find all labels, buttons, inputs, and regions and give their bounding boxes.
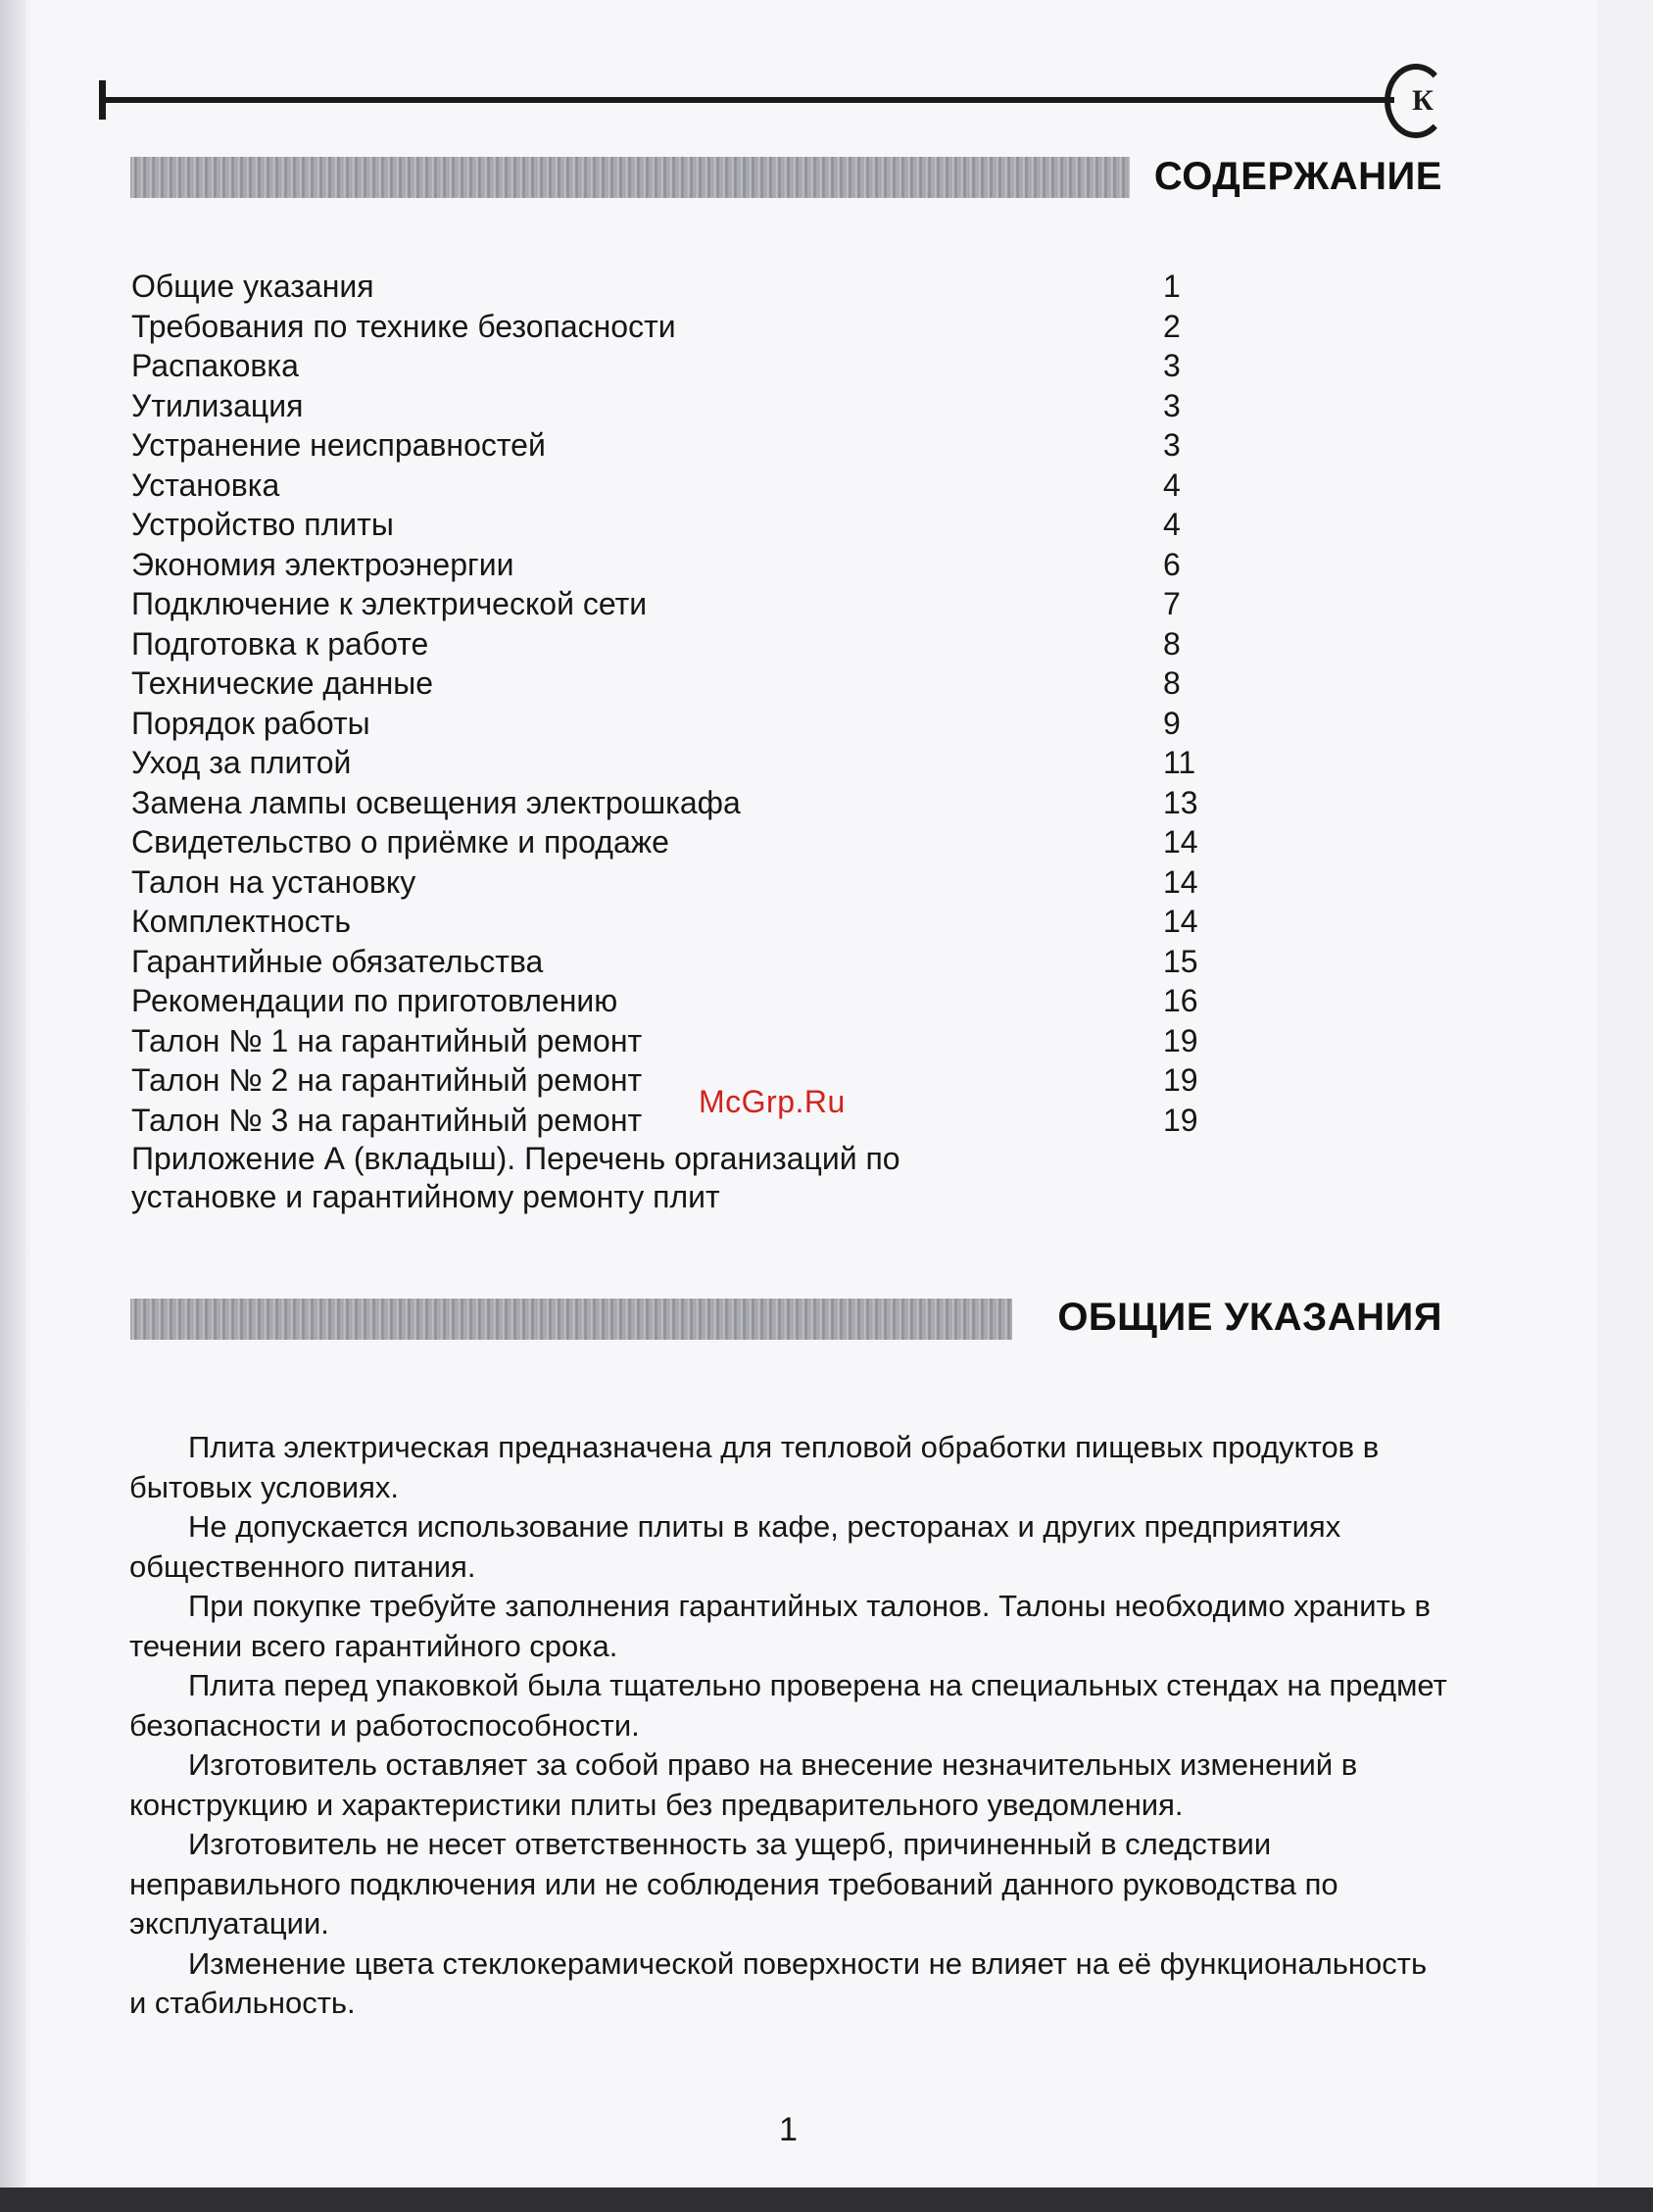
toc-item[interactable]: Требования по технике безопасности 2: [131, 308, 1181, 344]
toc-page-number: 19: [1163, 1102, 1198, 1138]
toc-page-number: 19: [1163, 1062, 1198, 1098]
toc-page-number: 3: [1163, 387, 1181, 423]
paragraph: Не допускается использование плиты в кафе, ресторанах и других предприятиях общественного питания.: [129, 1509, 1341, 1584]
toc-page-number: 4: [1163, 507, 1181, 542]
toc-item[interactable]: Распаковка 3: [131, 348, 1181, 383]
header-rule: [101, 97, 1394, 103]
toc-page-number: 8: [1163, 665, 1181, 701]
page-edge-shadow: [0, 0, 25, 2212]
toc-item[interactable]: Талон № 3 на гарантийный ремонт 19: [131, 1102, 1198, 1138]
toc-page-number: 16: [1163, 983, 1198, 1018]
toc-item[interactable]: Свидетельство о приёмке и продаже 14: [131, 824, 1198, 860]
brand-logo-icon: [1385, 64, 1447, 138]
toc-page-number: 3: [1163, 348, 1181, 383]
toc-page-number: 15: [1163, 943, 1198, 979]
toc-item[interactable]: Устройство плиты 4: [131, 507, 1181, 542]
toc-item[interactable]: Подключение к электрической сети 7: [131, 586, 1181, 621]
brand-logo-letter: К: [1412, 84, 1434, 117]
paragraph: Плита перед упаковкой была тщательно проверена на специальных стендах на предмет безопасности и работоспособности.: [129, 1668, 1447, 1743]
table-of-contents: [131, 267, 1198, 1218]
toc-page-number: 19: [1163, 1022, 1198, 1058]
toc-page-number: 2: [1163, 308, 1181, 344]
toc-page-number: 1: [1163, 269, 1181, 304]
toc-item[interactable]: Уход за плитой 11: [131, 745, 1196, 780]
site-watermark: McGrp.Ru: [699, 1084, 846, 1119]
toc-title-band: [130, 157, 1130, 198]
general-title-band: [130, 1299, 1012, 1340]
toc-page-number: 11: [1163, 745, 1196, 780]
toc-item[interactable]: Порядок работы 9: [131, 705, 1181, 741]
toc-item[interactable]: Устранение неисправностей 3: [131, 427, 1181, 463]
toc-appendix-item[interactable]: Приложение А (вкладыш). Перечень организаций по установке и гарантийному ремонту плит: [131, 1141, 900, 1214]
toc-page-number: 14: [1163, 904, 1198, 939]
toc-item[interactable]: Технические данные 8: [131, 665, 1181, 701]
toc-page-number: 8: [1163, 625, 1181, 662]
toc-page-number: 3: [1163, 427, 1181, 463]
toc-item[interactable]: Экономия электроэнергии 6: [131, 546, 1181, 582]
paragraph: Изготовитель оставляет за собой право на внесение незначительных изменений в конструкцию и характеристики плиты без предварительного уведомления.: [129, 1747, 1358, 1822]
toc-item[interactable]: Талон № 2 на гарантийный ремонт 19: [131, 1062, 1198, 1098]
paragraph: При покупке требуйте заполнения гарантийных талонов. Талоны необходимо хранить в течении всего гарантийного срока.: [129, 1589, 1432, 1663]
toc-item[interactable]: Подготовка к работе 8: [131, 625, 1181, 662]
toc-item[interactable]: Талон на установку 14: [131, 863, 1198, 900]
toc-page-number: 4: [1163, 467, 1181, 503]
toc-item[interactable]: Утилизация 3: [131, 387, 1181, 423]
toc-item[interactable]: Гарантийные обязательства 15: [131, 943, 1198, 979]
toc-item[interactable]: Замена лампы освещения электрошкафа 13: [131, 784, 1198, 820]
page-number: 1: [779, 2111, 798, 2148]
toc-page-number: 6: [1163, 546, 1181, 582]
toc-item[interactable]: Рекомендации по приготовлению 16: [131, 983, 1198, 1018]
toc-page-number: 14: [1163, 824, 1198, 860]
paragraph: Плита электрическая предназначена для тепловой обработки пищевых продуктов в бытовых условиях.: [129, 1430, 1380, 1504]
toc-item[interactable]: Общие указания 1: [131, 269, 1181, 304]
toc-page-number: 13: [1163, 784, 1198, 820]
toc-title: СОДЕРЖАНИЕ: [1153, 155, 1442, 198]
toc-page-number: 7: [1163, 586, 1181, 621]
toc-item[interactable]: Установка 4: [131, 467, 1181, 503]
paragraph: Изготовитель не несет ответственность за ущерб, причиненный в следствии неправильного подключения или не соблюдения требований данного руководства по эксплуатации.: [129, 1827, 1338, 1941]
general-section-body: [129, 1428, 1452, 2024]
toc-page-number: 14: [1163, 863, 1198, 900]
toc-item[interactable]: Талон № 1 на гарантийный ремонт 19: [131, 1022, 1198, 1058]
toc-page-number: 9: [1163, 705, 1181, 741]
page-bottom-edge: [0, 2187, 1653, 2212]
paragraph: Изменение цвета стеклокерамической поверхности не влияет на её функциональность и стабильность.: [129, 1945, 1428, 2020]
toc-item[interactable]: Комплектность 14: [131, 904, 1198, 939]
general-section-title: ОБЩИЕ УКАЗАНИЯ: [1057, 1296, 1442, 1339]
